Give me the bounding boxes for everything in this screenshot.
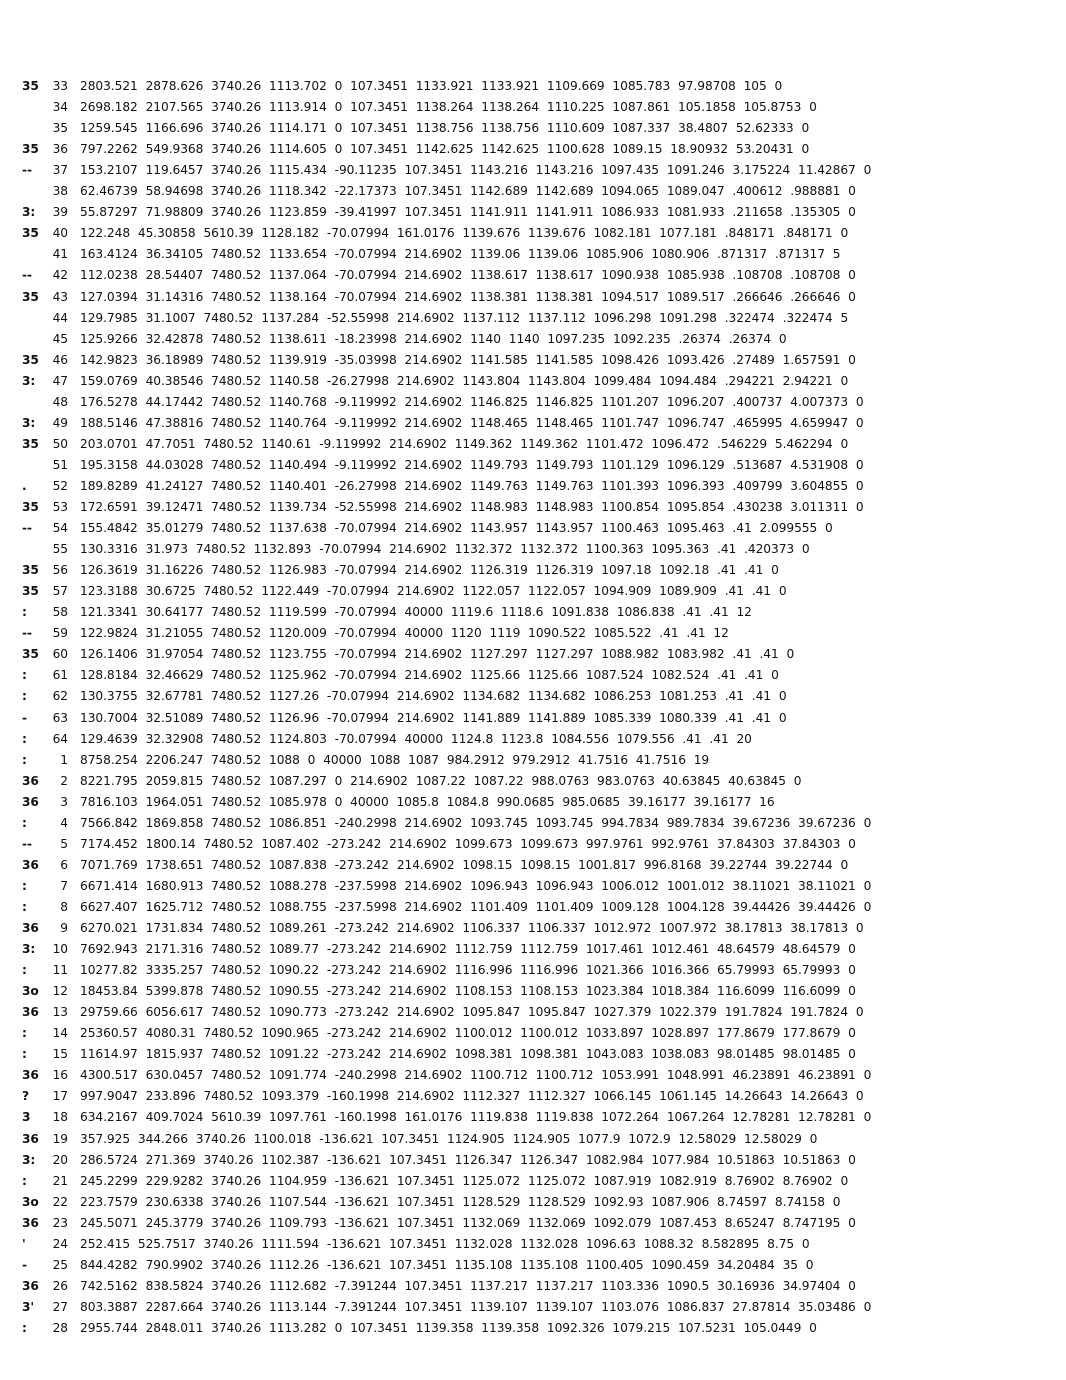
row-index: 62 [52,689,68,704]
row-index: 50 [52,436,68,451]
row-index: 54 [52,521,68,536]
row-index: 28 [52,1320,68,1335]
table-row [22,76,782,96]
margin-mark: : [22,1047,27,1062]
table-row [22,518,833,538]
row-values: 153.2107 119.6457 3740.26 1115.434 -90.11235 107.3451 1143.216 1143.216 1097.435 1091.246 3.175224 11.42867 0 [80,163,872,178]
row-index: 47 [52,373,68,388]
row-index: 36 [52,142,68,157]
table-row [22,560,779,580]
row-index: 38 [52,184,68,199]
table-row [22,1150,856,1170]
table-row [22,981,856,1001]
row-index: 10 [52,942,68,957]
row-index: 22 [52,1194,68,1209]
row-values: 997.9047 233.896 7480.52 1093.379 -160.1998 214.6902 1112.327 1112.327 1066.145 1061.145 14.26643 14.26643 0 [80,1089,864,1104]
row-values: 127.0394 31.14316 7480.52 1138.164 -70.07994 214.6902 1138.381 1138.381 1094.517 1089.517 .266646 .266646 0 [80,289,856,304]
margin-mark: 36 [22,794,39,809]
row-values: 130.3316 31.973 7480.52 1132.893 -70.07994 214.6902 1132.372 1132.372 1100.363 1095.363 .41 .420373 0 [80,542,810,557]
table-row [22,350,856,370]
row-index: 41 [52,247,68,262]
row-values: 2698.182 2107.565 3740.26 1113.914 0 107.3451 1138.264 1138.264 1110.225 1087.861 105.1858 105.8753 0 [80,100,817,115]
row-index: 40 [52,226,68,241]
row-index: 51 [52,457,68,472]
row-index: 6 [60,857,68,872]
margin-mark: -- [22,836,33,851]
margin-mark: -- [22,163,33,178]
margin-mark: 3: [22,205,36,220]
table-row [22,729,752,749]
row-values: 245.5071 245.3779 3740.26 1109.793 -136.621 107.3451 1132.069 1132.069 1092.079 1087.453 8.65247 8.747195 0 [80,1215,856,1230]
table-row [22,855,848,875]
row-index: 44 [52,310,68,325]
row-values: 7071.769 1738.651 7480.52 1087.838 -273.242 214.6902 1098.15 1098.15 1001.817 996.8168 39.22744 39.22744 0 [80,857,849,872]
margin-mark: 36 [22,857,39,872]
margin-mark: 35 [22,563,39,578]
row-values: 128.8184 32.46629 7480.52 1125.962 -70.07994 214.6902 1125.66 1125.66 1087.524 1082.524 .41 .41 0 [80,668,779,683]
row-values: 223.7579 230.6338 3740.26 1107.544 -136.621 107.3451 1128.529 1128.529 1092.93 1087.906 8.74597 8.74158 0 [80,1194,841,1209]
table-row [22,413,864,433]
row-values: 142.9823 36.18989 7480.52 1139.919 -35.03998 214.6902 1141.585 1141.585 1098.426 1093.426 .27489 1.657591 0 [80,352,856,367]
table-row [22,329,787,349]
row-values: 286.5724 271.369 3740.26 1102.387 -136.621 107.3451 1126.347 1126.347 1082.984 1077.984 10.51863 10.51863 0 [80,1152,856,1167]
row-values: 112.0238 28.54407 7480.52 1137.064 -70.07994 214.6902 1138.617 1138.617 1090.938 1085.938 .108708 .108708 0 [80,268,856,283]
margin-mark: 3 [22,1110,31,1125]
table-row [22,1086,864,1106]
table-row [22,1192,840,1212]
row-values: 125.9266 32.42878 7480.52 1138.611 -18.23998 214.6902 1140 1140 1097.235 1092.235 .26374 .26374 0 [80,331,787,346]
table-row [22,602,752,622]
table-row [22,1002,864,1022]
table-row [22,97,817,117]
table-row [22,139,809,159]
margin-mark: 35 [22,142,39,157]
row-values: 29759.66 6056.617 7480.52 1090.773 -273.242 214.6902 1095.847 1095.847 1027.379 1022.379 191.7824 191.7824 0 [80,1005,864,1020]
row-values: 634.2167 409.7024 5610.39 1097.761 -160.1998 161.0176 1119.838 1119.838 1072.264 1067.264 12.78281 12.78281 0 [80,1110,872,1125]
row-index: 26 [52,1278,68,1293]
row-index: 9 [60,921,68,935]
margin-mark: : [22,1320,27,1335]
row-index: 46 [52,352,68,367]
margin-mark: ' [22,1236,26,1251]
table-row [22,960,856,980]
row-values: 123.3188 30.6725 7480.52 1122.449 -70.07994 214.6902 1122.057 1122.057 1094.909 1089.909 .41 .41 0 [80,584,787,599]
table-row [22,371,848,391]
margin-mark: 3o [22,984,39,999]
row-index: 1 [60,752,68,767]
row-index: 61 [52,668,68,683]
table-row [22,771,801,791]
row-values: 1259.545 1166.696 3740.26 1114.171 0 107.3451 1138.756 1138.756 1110.609 1087.337 38.4807 52.62333 0 [80,121,810,136]
row-index: 45 [52,331,68,346]
table-row [22,1023,856,1043]
table-row [22,623,729,643]
row-index: 13 [52,1005,68,1020]
row-values: 18453.84 5399.878 7480.52 1090.55 -273.242 214.6902 1108.153 1108.153 1023.384 1018.384 116.6099 116.6099 0 [80,984,856,999]
table-row [22,1297,871,1317]
row-index: 37 [52,163,68,178]
table-row [22,181,856,201]
margin-mark: 3: [22,415,36,430]
row-values: 155.4842 35.01279 7480.52 1137.638 -70.07994 214.6902 1143.957 1143.957 1100.463 1095.463 .41 2.099555 0 [80,521,833,536]
row-index: 42 [52,268,68,283]
row-index: 57 [52,584,68,599]
margin-mark: : [22,605,27,620]
table-row [22,1129,817,1149]
margin-mark: 36 [22,773,39,788]
row-values: 203.0701 47.7051 7480.52 1140.61 -9.119992 214.6902 1149.362 1149.362 1101.472 1096.472 .546229 5.462294 0 [80,436,849,451]
table-row [22,392,864,412]
margin-mark: - [22,1257,28,1272]
table-row [22,244,840,264]
table-row [22,750,709,770]
row-values: 189.8289 41.24127 7480.52 1140.401 -26.27998 214.6902 1149.763 1149.763 1101.393 1096.393 .409799 3.604855 0 [80,478,864,493]
row-values: 6627.407 1625.712 7480.52 1088.755 -237.5998 214.6902 1101.409 1101.409 1009.128 1004.128 39.44426 39.44426 0 [80,899,872,914]
row-values: 2955.744 2848.011 3740.26 1113.282 0 107.3451 1139.358 1139.358 1092.326 1079.215 107.5231 105.0449 0 [80,1320,817,1335]
row-index: 4 [60,815,68,830]
row-values: 797.2262 549.9368 3740.26 1114.605 0 107.3451 1142.625 1142.625 1100.628 1089.15 18.90932 53.20431 0 [80,142,810,157]
table-row [22,287,856,307]
table-row [22,160,871,180]
margin-mark: : [22,689,27,704]
row-values: 803.3887 2287.664 3740.26 1113.144 -7.391244 107.3451 1139.107 1139.107 1103.076 1086.837 27.87814 35.03486 0 [80,1299,872,1314]
table-row [22,118,809,138]
table-row [22,1171,848,1191]
row-values: 7816.103 1964.051 7480.52 1085.978 0 40000 1085.8 1084.8 990.0685 985.0685 39.16177 39.16177 16 [80,794,775,809]
table-row [22,434,848,454]
table-row [22,539,810,559]
row-index: 11 [52,963,68,978]
row-values: 130.3755 32.67781 7480.52 1127.26 -70.07994 214.6902 1134.682 1134.682 1086.253 1081.253 .41 .41 0 [80,689,787,704]
margin-mark: -- [22,521,33,536]
table-row [22,1276,856,1296]
table-row [22,1065,871,1085]
row-values: 11614.97 1815.937 7480.52 1091.22 -273.242 214.6902 1098.381 1098.381 1043.083 1038.083 98.01485 98.01485 0 [80,1047,856,1062]
row-values: 844.4282 790.9902 3740.26 1112.26 -136.621 107.3451 1135.108 1135.108 1100.405 1090.459 34.20484 35 0 [80,1257,814,1272]
table-row [22,497,864,517]
row-index: 25 [52,1257,68,1272]
row-index: 55 [52,542,68,557]
row-values: 130.7004 32.51089 7480.52 1126.96 -70.07994 214.6902 1141.889 1141.889 1085.339 1080.339 .41 .41 0 [80,710,787,725]
margin-mark: : [22,899,27,914]
row-values: 176.5278 44.17442 7480.52 1140.768 -9.119992 214.6902 1146.825 1146.825 1101.207 1096.207 .400737 4.007373 0 [80,394,864,409]
row-index: 64 [52,731,68,746]
margin-mark: 36 [22,1005,39,1020]
margin-mark: 35 [22,436,39,451]
row-values: 2803.521 2878.626 3740.26 1113.702 0 107.3451 1133.921 1133.921 1109.669 1085.783 97.98708 105 0 [80,79,783,93]
row-values: 25360.57 4080.31 7480.52 1090.965 -273.242 214.6902 1100.012 1100.012 1033.897 1028.897 177.8679 177.8679 0 [80,1026,856,1041]
table-row [22,665,779,685]
row-index: 52 [52,478,68,493]
row-index: 56 [52,563,68,578]
margin-mark: 35 [22,584,39,599]
margin-mark: 35 [22,500,39,514]
row-index: 34 [52,100,68,115]
row-index: 3 [60,794,68,809]
row-index: 2 [60,773,68,788]
row-index: 58 [52,605,68,620]
row-values: 245.2299 229.9282 3740.26 1104.959 -136.621 107.3451 1125.072 1125.072 1087.919 1082.919 8.76902 8.76902 0 [80,1173,849,1188]
row-values: 4300.517 630.0457 7480.52 1091.774 -240.2998 214.6902 1100.712 1100.712 1053.991 1048.991 46.23891 46.23891 0 [80,1068,872,1083]
margin-mark: : [22,731,27,746]
margin-mark: : [22,1026,27,1041]
table-row [22,792,775,812]
margin-mark: 3o [22,1194,39,1209]
row-values: 126.1406 31.97054 7480.52 1123.755 -70.07994 214.6902 1127.297 1127.297 1088.982 1083.982 .41 .41 0 [80,647,795,662]
table-row [22,834,856,854]
row-index: 33 [52,79,68,93]
row-index: 17 [52,1089,68,1104]
row-index: 21 [52,1173,68,1188]
margin-mark: : [22,1173,27,1188]
table-row [22,308,848,328]
margin-mark: 36 [22,1278,39,1293]
row-values: 121.3341 30.64177 7480.52 1119.599 -70.07994 40000 1119.6 1118.6 1091.838 1086.838 .41 .41 12 [80,605,752,620]
row-index: 23 [52,1215,68,1230]
table-row [22,223,848,243]
table-row [22,876,871,896]
margin-mark: 35 [22,226,39,241]
row-values: 6671.414 1680.913 7480.52 1088.278 -237.5998 214.6902 1096.943 1096.943 1006.012 1001.012 38.11021 38.11021 0 [80,878,872,893]
row-values: 252.415 525.7517 3740.26 1111.594 -136.621 107.3451 1132.028 1132.028 1096.63 1088.32 8.582895 8.75 0 [80,1236,810,1251]
margin-mark: : [22,878,27,893]
margin-mark: - [22,710,28,725]
margin-mark: : [22,963,27,978]
table-row [22,1234,810,1254]
table-row [22,897,871,917]
row-values: 159.0769 40.38546 7480.52 1140.58 -26.27998 214.6902 1143.804 1143.804 1099.484 1094.484 .294221 2.94221 0 [80,373,849,388]
row-index: 59 [52,626,68,641]
row-index: 14 [52,1026,68,1041]
table-row [22,1318,817,1338]
margin-mark: 35 [22,79,39,93]
margin-mark: 36 [22,921,39,935]
table-row [22,686,787,706]
row-index: 18 [52,1110,68,1125]
row-values: 357.925 344.266 3740.26 1100.018 -136.621 107.3451 1124.905 1124.905 1077.9 1072.9 12.58029 12.58029 0 [80,1131,818,1146]
row-index: 49 [52,415,68,430]
row-values: 8221.795 2059.815 7480.52 1087.297 0 214.6902 1087.22 1087.22 988.0763 983.0763 40.63845 40.63845 0 [80,773,802,788]
table-row [22,1107,871,1127]
margin-mark: 35 [22,289,39,304]
table-row [22,939,856,959]
table-row [22,265,856,285]
table-row [22,455,864,475]
margin-mark: ? [22,1089,30,1104]
row-values: 129.4639 32.32908 7480.52 1124.803 -70.07994 40000 1124.8 1123.8 1084.556 1079.556 .41 .41 20 [80,731,752,746]
row-index: 16 [52,1068,68,1083]
row-values: 122.9824 31.21055 7480.52 1120.009 -70.07994 40000 1120 1119 1090.522 1085.522 .41 .41 12 [80,626,729,641]
table-row [22,476,864,496]
margin-mark: : [22,752,27,767]
row-values: 172.6591 39.12471 7480.52 1139.734 -52.55998 214.6902 1148.983 1148.983 1100.854 1095.854 .430238 3.011311 0 [80,500,864,514]
row-index: 43 [52,289,68,304]
table-row [22,202,856,222]
margin-mark: 3: [22,373,36,388]
row-index: 35 [52,121,68,136]
row-index: 27 [52,1299,68,1314]
margin-mark: 35 [22,647,39,662]
margin-mark: 36 [22,1068,39,1083]
margin-mark: -- [22,626,33,641]
row-index: 63 [52,710,68,725]
margin-mark: 3: [22,1152,36,1167]
row-values: 55.87297 71.98809 3740.26 1123.859 -39.41997 107.3451 1141.911 1141.911 1086.933 1081.933 .211658 .135305 0 [80,205,856,220]
table-row [22,918,864,938]
row-index: 48 [52,394,68,409]
row-values: 126.3619 31.16226 7480.52 1126.983 -70.07994 214.6902 1126.319 1126.319 1097.18 1092.18 .41 .41 0 [80,563,779,578]
margin-mark: . [22,478,27,493]
row-values: 129.7985 31.1007 7480.52 1137.284 -52.55998 214.6902 1137.112 1137.112 1096.298 1091.298 .322474 .322474 5 [80,310,849,325]
table-row [22,813,871,833]
row-values: 195.3158 44.03028 7480.52 1140.494 -9.119992 214.6902 1149.793 1149.793 1101.129 1096.129 .513687 4.531908 0 [80,457,864,472]
row-index: 19 [52,1131,68,1146]
table-row [22,581,787,601]
row-index: 12 [52,984,68,999]
row-values: 6270.021 1731.834 7480.52 1089.261 -273.242 214.6902 1106.337 1106.337 1012.972 1007.972 38.17813 38.17813 0 [80,921,864,935]
row-values: 742.5162 838.5824 3740.26 1112.682 -7.391244 107.3451 1137.217 1137.217 1103.336 1090.5 30.16936 34.97404 0 [80,1278,856,1293]
row-values: 8758.254 2206.247 7480.52 1088 0 40000 1088 1087 984.2912 979.2912 41.7516 41.7516 19 [80,752,710,767]
margin-mark: -- [22,268,33,283]
row-index: 20 [52,1152,68,1167]
row-index: 15 [52,1047,68,1062]
table-row [22,1255,814,1275]
row-values: 10277.82 3335.257 7480.52 1090.22 -273.242 214.6902 1116.996 1116.996 1021.366 1016.366 65.79993 65.79993 0 [80,963,856,978]
margin-mark: : [22,815,27,830]
row-values: 7566.842 1869.858 7480.52 1086.851 -240.2998 214.6902 1093.745 1093.745 994.7834 989.7834 39.67236 39.67236 0 [80,815,872,830]
row-index: 60 [52,647,68,662]
row-values: 7174.452 1800.14 7480.52 1087.402 -273.242 214.6902 1099.673 1099.673 997.9761 992.9761 37.84303 37.84303 0 [80,836,856,851]
margin-mark: 36 [22,1131,39,1146]
row-index: 8 [60,899,68,914]
table-row [22,644,794,664]
row-index: 24 [52,1236,68,1251]
margin-mark: 3' [22,1299,35,1314]
margin-mark: : [22,668,27,683]
row-values: 122.248 45.30858 5610.39 1128.182 -70.07994 161.0176 1139.676 1139.676 1082.181 1077.181 .848171 .848171 0 [80,226,849,241]
margin-mark: 36 [22,1215,39,1230]
row-index: 39 [52,205,68,220]
table-row [22,1213,856,1233]
margin-mark: 3: [22,942,36,957]
table-row [22,708,787,728]
row-values: 7692.943 2171.316 7480.52 1089.77 -273.242 214.6902 1112.759 1112.759 1017.461 1012.461 48.64579 48.64579 0 [80,942,856,957]
row-index: 7 [60,878,68,893]
margin-mark: 35 [22,352,39,367]
row-values: 163.4124 36.34105 7480.52 1133.654 -70.07994 214.6902 1139.06 1139.06 1085.906 1080.906 .871317 .871317 5 [80,247,841,262]
row-index: 5 [60,836,68,851]
row-values: 62.46739 58.94698 3740.26 1118.342 -22.17373 107.3451 1142.689 1142.689 1094.065 1089.047 .400612 .988881 0 [80,184,856,199]
table-row [22,1044,856,1064]
row-index: 53 [52,500,68,514]
row-values: 188.5146 47.38816 7480.52 1140.764 -9.119992 214.6902 1148.465 1148.465 1101.747 1096.747 .465995 4.659947 0 [80,415,864,430]
